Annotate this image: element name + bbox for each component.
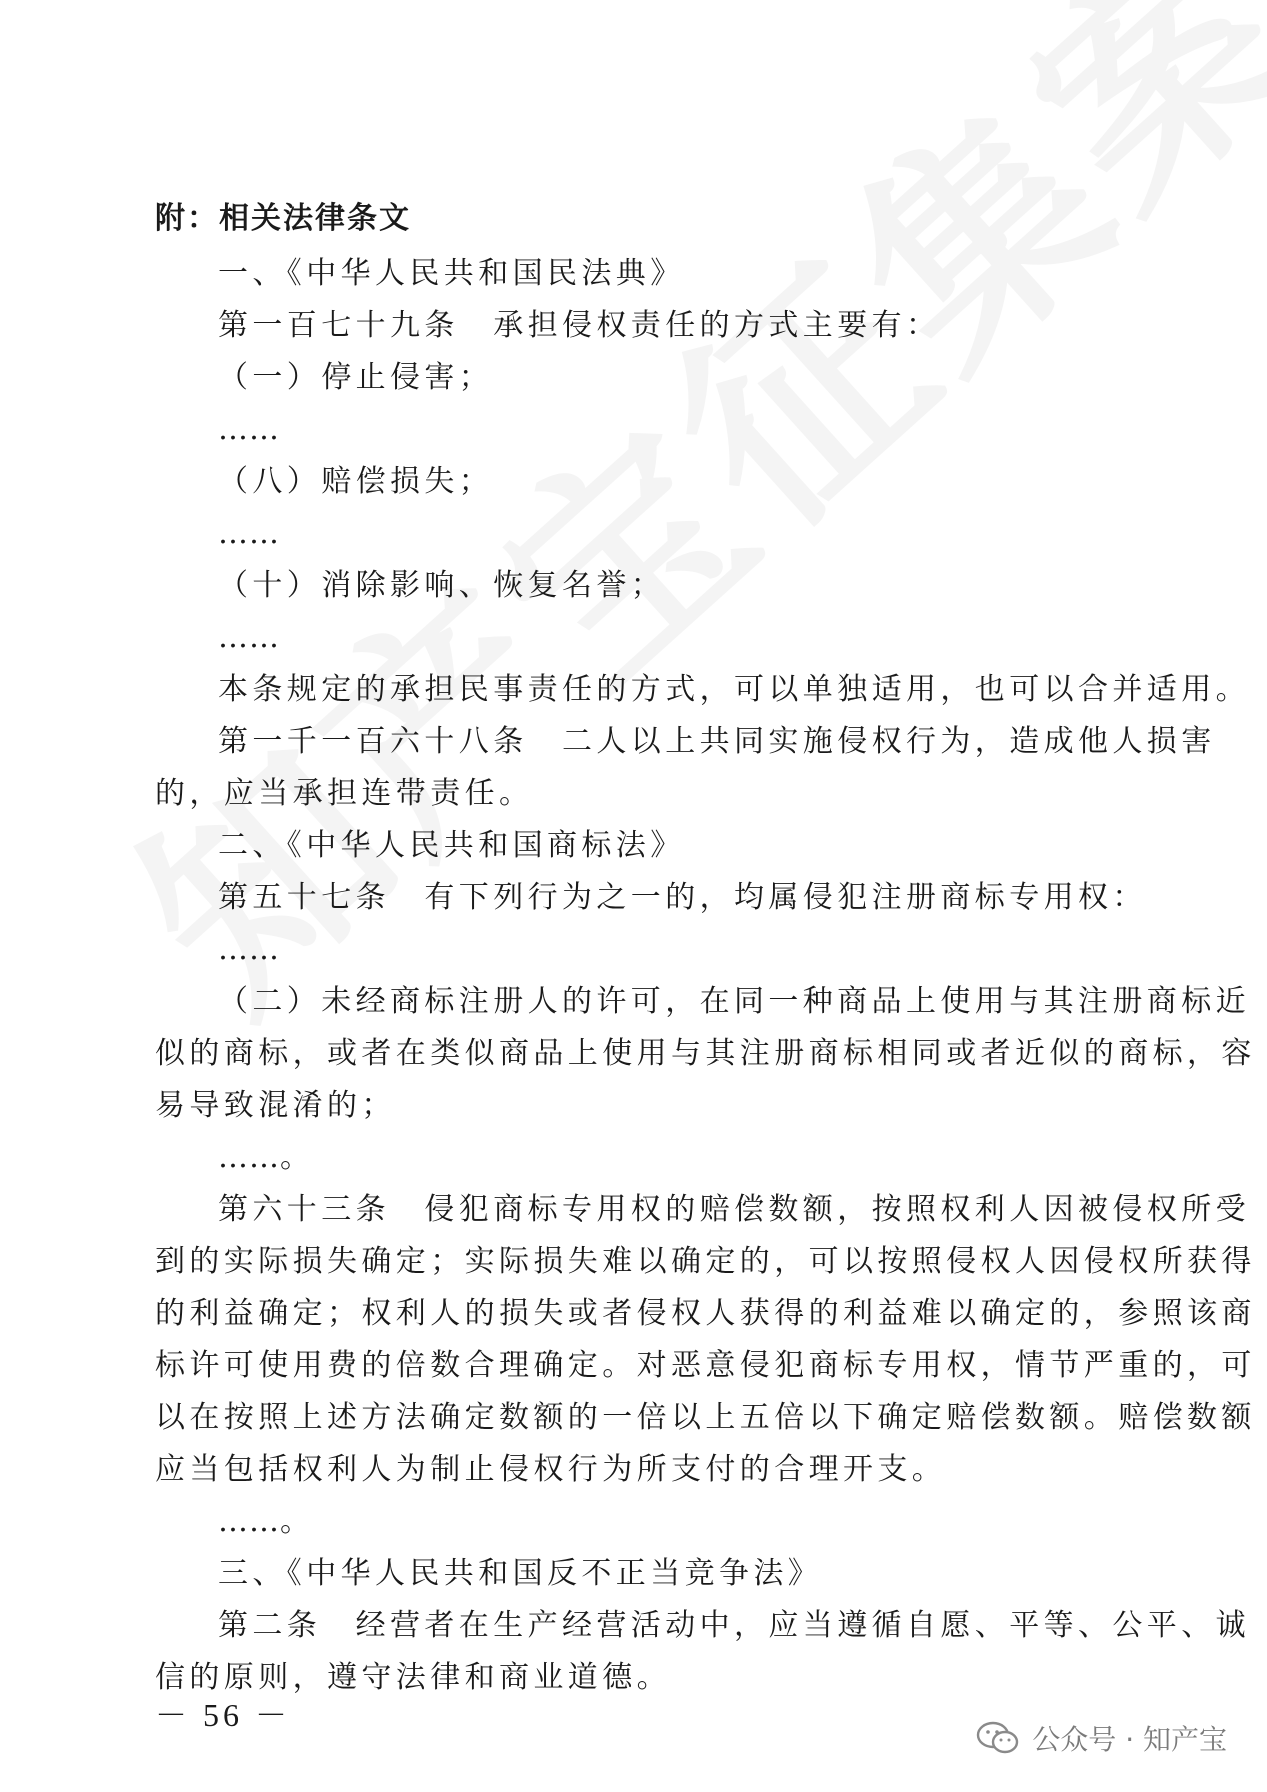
text-line: （十）消除影响、恢复名誉； [218, 568, 666, 603]
text-line: 标许可使用费的倍数合理确定。对恶意侵犯商标专用权，情节严重的，可 [155, 1348, 1256, 1383]
text-line: 三、《中华人民共和国反不正当竞争法》 [218, 1556, 823, 1591]
ellipsis-line: ……。 [218, 1140, 311, 1175]
text-line: （八）赔偿损失； [218, 464, 494, 499]
text-line: 的利益确定；权利人的损失或者侵权人获得的利益难以确定的，参照该商 [155, 1296, 1256, 1331]
text-line: 第六十三条 侵犯商标专用权的赔偿数额，按照权利人因被侵权所受 [218, 1192, 1250, 1227]
page-number: － 56 － [155, 1697, 292, 1733]
footer-brand [976, 1718, 1227, 1758]
ellipsis-line: ……。 [218, 1504, 311, 1539]
footer-brand-text: 公众号 · 知产宝 [1032, 1723, 1227, 1756]
text-line: 第一百七十九条 承担侵权责任的方式主要有： [218, 308, 941, 343]
text-line: 第五十七条 有下列行为之一的，均属侵犯注册商标专用权： [218, 880, 1147, 915]
text-line: 到的实际损失确定；实际损失难以确定的，可以按照侵权人因侵权所获得 [155, 1244, 1256, 1279]
text-line: 信的原则，遵守法律和商业道德。 [155, 1660, 671, 1695]
text-line: 一、《中华人民共和国民法典》 [218, 256, 685, 291]
wechat-icon [976, 1721, 1020, 1755]
text-line: 的，应当承担连带责任。 [155, 776, 534, 811]
text-line: （一）停止侵害； [218, 360, 494, 395]
ellipsis-line: …… [218, 620, 280, 655]
ellipsis-line: …… [218, 516, 280, 551]
text-line: 二、《中华人民共和国商标法》 [218, 828, 685, 863]
text-line: 以在按照上述方法确定数额的一倍以上五倍以下确定赔偿数额。赔偿数额 [155, 1400, 1256, 1435]
law-text-lines [155, 248, 1256, 1704]
document-body [155, 190, 1256, 1704]
text-line: 第一千一百六十八条 二人以上共同实施侵权行为，造成他人损害 [218, 724, 1216, 759]
ellipsis-line: …… [218, 932, 280, 967]
text-line: 第二条 经营者在生产经营活动中，应当遵循自愿、平等、公平、诚 [218, 1608, 1250, 1643]
text-line: 本条规定的承担民事责任的方式，可以单独适用，也可以合并适用。 [218, 672, 1250, 707]
text-line: 易导致混淆的； [155, 1088, 396, 1123]
text-line: 应当包括权利人为制止侵权行为所支付的合理开支。 [155, 1452, 947, 1487]
appendix-heading: 附：相关法律条文 [155, 201, 411, 236]
text-line: （二）未经商标注册人的许可，在同一种商品上使用与其注册商标近 [218, 984, 1250, 1019]
ellipsis-line: …… [218, 412, 280, 447]
text-line: 似的商标，或者在类似商品上使用与其注册商标相同或者近似的商标，容 [155, 1036, 1256, 1071]
